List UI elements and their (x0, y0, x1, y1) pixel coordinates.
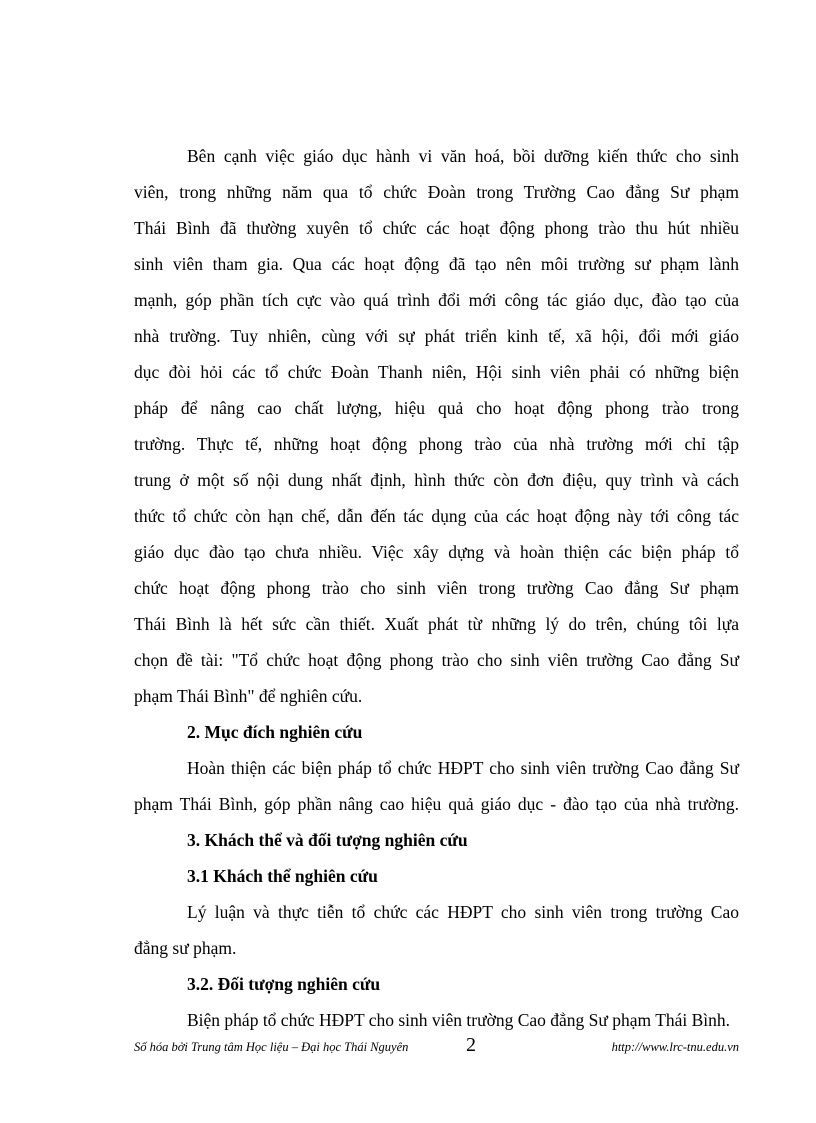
section-heading: 2. Mục đích nghiên cứu (187, 722, 363, 742)
paragraph-line: nhà trường. Tuy nhiên, cùng với sự phát triển kinh tế, xã hội, đổi mới giáo (134, 326, 739, 346)
paragraph-line: Bên cạnh việc giáo dục hành vi văn hoá, bồi dưỡng kiến thức cho sinh (187, 146, 739, 166)
paragraph-line: chức hoạt động phong trào cho sinh viên trong trường Cao đẳng Sư phạm (134, 578, 739, 598)
paragraph-line: Hoàn thiện các biện pháp tổ chức HĐPT cho sinh viên trường Cao đẳng Sư (187, 758, 739, 778)
document-body (134, 138, 739, 1038)
paragraph-line: phạm Thái Bình, góp phần nâng cao hiệu quả giáo dục - đào tạo của nhà trường. (134, 794, 739, 814)
subsection-heading: 3.2. Đối tượng nghiên cứu (187, 974, 381, 994)
section-heading: 3. Khách thể và đối tượng nghiên cứu (187, 830, 468, 850)
paragraph-line: giáo dục đào tạo chưa nhiều. Việc xây dựng và hoàn thiện các biện pháp tổ (134, 542, 739, 562)
paragraph-line: chọn đề tài: "Tổ chức hoạt động phong trào cho sinh viên trường Cao đẳng Sư (134, 650, 739, 670)
paragraph-line: phạm Thái Bình" để nghiên cứu. (134, 686, 363, 706)
paragraph-line: trường. Thực tế, những hoạt động phong trào của nhà trường mới chỉ tập (134, 434, 739, 454)
paragraph-line: dục đòi hỏi các tổ chức Đoàn Thanh niên, Hội sinh viên phải có những biện (134, 362, 739, 382)
paragraph-line: Thái Bình đã thường xuyên tổ chức các hoạt động phong trào thu hút nhiều (134, 218, 739, 238)
footer-url: http://www.lrc-tnu.edu.vn (611, 1040, 739, 1054)
footer-source-text: Số hóa bởi Trung tâm Học liệu – Đại học Thái Nguyên (134, 1040, 409, 1054)
subsection-heading: 3.1 Khách thể nghiên cứu (187, 866, 378, 886)
paragraph-line: viên, trong những năm qua tổ chức Đoàn trong Trường Cao đẳng Sư phạm (134, 182, 739, 202)
paragraph-line: Biện pháp tổ chức HĐPT cho sinh viên trường Cao đẳng Sư phạm Thái Bình. (187, 1010, 731, 1030)
paragraph-line: mạnh, góp phần tích cực vào quá trình đổi mới công tác giáo dục, đào tạo của (134, 290, 739, 310)
paragraph-line: Thái Bình là hết sức cần thiết. Xuất phát từ những lý do trên, chúng tôi lựa (134, 614, 739, 634)
paragraph-line: thức tổ chức còn hạn chế, dẫn đến tác dụng của các hoạt động này tới công tác (134, 506, 739, 526)
page-number: 2 (466, 1034, 476, 1056)
paragraph-line: Lý luận và thực tiễn tổ chức các HĐPT cho sinh viên trong trường Cao (187, 902, 739, 922)
paragraph-line: đẳng sư phạm. (134, 938, 237, 958)
paragraph-line: trung ở một số nội dung nhất định, hình thức còn đơn điệu, quy trình và cách (134, 470, 739, 490)
paragraph-line: pháp để nâng cao chất lượng, hiệu quả cho hoạt động phong trào trong (134, 398, 739, 418)
paragraph-line: sinh viên tham gia. Qua các hoạt động đã tạo nên môi trường sư phạm lành (134, 254, 739, 274)
page-footer (134, 1034, 739, 1064)
